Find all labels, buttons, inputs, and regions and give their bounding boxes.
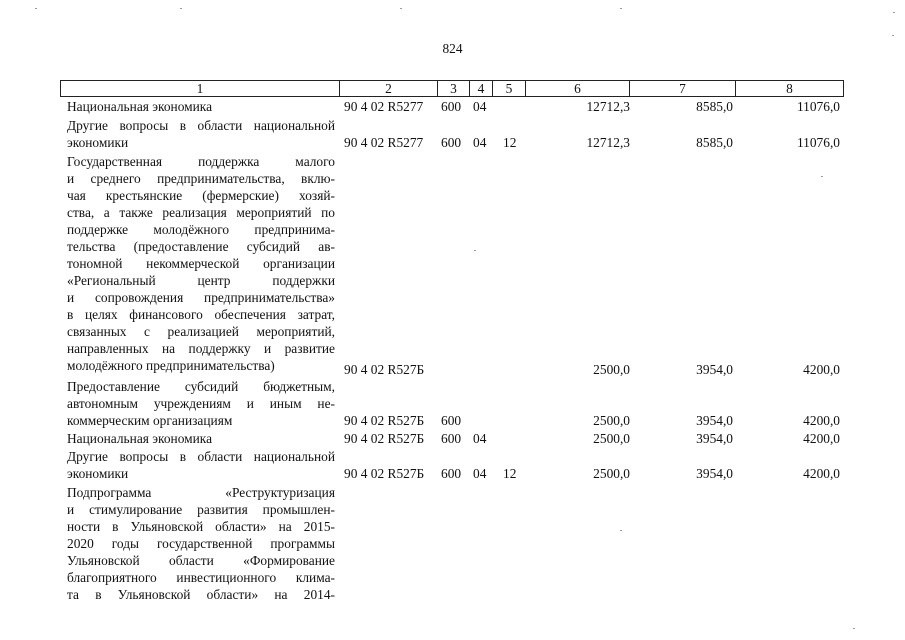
scan-speck	[853, 628, 855, 629]
header-col-7: 7	[630, 81, 736, 96]
header-col-4: 4	[470, 81, 493, 96]
scan-speck	[180, 8, 182, 9]
scan-speck	[35, 8, 37, 9]
row-name-line: ности в Ульяновской области» на 2015-	[67, 519, 335, 534]
row-code: 90 4 02 R5277	[344, 99, 424, 114]
header-col-5: 5	[493, 81, 526, 96]
row-value-2019: 12712,3	[586, 135, 630, 150]
row-vr: 600	[441, 466, 462, 481]
row-name-line: автономным учреждениям и иным не-	[67, 396, 335, 411]
row-vr: 600	[441, 135, 462, 150]
row-name-line: чая крестьянские (фермерские) хозяй-	[67, 188, 335, 203]
row-name-line: та в Ульяновской области» на 2014-	[67, 587, 335, 602]
scan-speck	[893, 12, 895, 13]
row-name-line: коммерческим организациям	[67, 413, 233, 428]
row-value-2021: 11076,0	[796, 99, 840, 114]
row-rz: 04	[473, 135, 487, 150]
row-value-2021: 4200,0	[803, 431, 840, 446]
row-rz: 04	[473, 99, 487, 114]
header-col-8: 8	[786, 81, 793, 96]
header-col-1: 1	[61, 81, 340, 96]
row-value-2021: 4200,0	[803, 362, 840, 377]
row-value-2021: 4200,0	[803, 413, 840, 428]
row-name-line: направленных на поддержку и развитие	[67, 341, 335, 356]
row-name-line: Другие вопросы в области национальной	[67, 118, 335, 133]
row-vr: 600	[441, 431, 462, 446]
row-name-line: Предоставление субсидий бюджетным,	[67, 379, 335, 394]
row-name	[67, 98, 335, 115]
row-name-line: Государственная поддержка малого	[67, 154, 335, 169]
row-value-2020: 8585,0	[696, 99, 733, 114]
row-name-line: благоприятного инвестиционного клима-	[67, 570, 335, 585]
table-header	[60, 80, 844, 97]
row-name-line: ства, а также реализация мероприятий по	[67, 205, 335, 220]
scan-speck	[620, 8, 622, 9]
row-name-line: и среднего предпринимательства, вклю-	[67, 171, 335, 186]
row-value-2019: 2500,0	[593, 431, 630, 446]
row-pr: 12	[503, 466, 517, 481]
row-rz: 04	[473, 431, 487, 446]
row-value-2020: 8585,0	[696, 135, 733, 150]
scan-speck	[821, 176, 823, 177]
scan-speck	[892, 35, 894, 36]
row-value-2019: 2500,0	[593, 362, 630, 377]
row-name-line: поддержке молодёжного предпринима-	[67, 222, 335, 237]
row-rz: 04	[473, 466, 487, 481]
scan-speck	[400, 8, 402, 9]
row-name-line: Другие вопросы в области национальной	[67, 449, 335, 464]
page-number: 824	[442, 41, 463, 56]
row-value-2019: 2500,0	[593, 466, 630, 481]
row-name-line: связанных с реализацией мероприятий,	[67, 324, 335, 339]
row-value-2021: 11076,0	[796, 135, 840, 150]
row-value-2019: 12712,3	[586, 99, 630, 114]
row-name-line: и стимулирование развития промышлен-	[67, 502, 335, 517]
row-value-2020: 3954,0	[696, 362, 733, 377]
row-name-line: Подпрограмма «Реструктуризация	[67, 485, 335, 500]
row-pr: 12	[503, 135, 517, 150]
row-value-2020: 3954,0	[696, 466, 733, 481]
row-name	[67, 117, 335, 151]
row-name	[67, 153, 335, 374]
row-code: 90 4 02 R527Б	[344, 466, 425, 481]
row-name	[67, 430, 335, 447]
row-value-2021: 4200,0	[803, 466, 840, 481]
row-value-2020: 3954,0	[696, 431, 733, 446]
row-vr: 600	[441, 413, 462, 428]
row-name-line: Национальная экономика	[67, 431, 213, 446]
row-code: 90 4 02 R527Б	[344, 413, 425, 428]
row-name-line: «Региональный центр поддержки	[67, 273, 335, 288]
row-name-line: Ульяновской области «Формирование	[67, 553, 335, 568]
row-value-2020: 3954,0	[696, 413, 733, 428]
scan-speck	[474, 250, 476, 251]
header-col-2: 2	[340, 81, 438, 96]
row-name	[67, 448, 335, 482]
row-name-line: и сопровождения предпринимательства»	[67, 290, 335, 305]
row-name-line: тельства (предоставление субсидий ав-	[67, 239, 335, 254]
row-name-line: экономики	[67, 135, 129, 150]
row-name-line: экономики	[67, 466, 129, 481]
row-code: 90 4 02 R527Б	[344, 362, 425, 377]
row-name-line: в целях финансового обеспечения затрат,	[67, 307, 335, 322]
row-name	[67, 484, 335, 603]
row-name	[67, 378, 335, 429]
row-value-2019: 2500,0	[593, 413, 630, 428]
row-name-line: 2020 годы государственной программы	[67, 536, 335, 551]
row-name-line: тономной некоммерческой организации	[67, 256, 335, 271]
row-vr: 600	[441, 99, 462, 114]
row-name-line: Национальная экономика	[67, 99, 213, 114]
row-code: 90 4 02 R527Б	[344, 431, 425, 446]
scan-speck	[620, 530, 622, 531]
header-col-6: 6	[526, 81, 630, 96]
row-name-line: молодёжного предпринимательства)	[67, 358, 275, 373]
header-col-3: 3	[438, 81, 470, 96]
row-code: 90 4 02 R5277	[344, 135, 424, 150]
